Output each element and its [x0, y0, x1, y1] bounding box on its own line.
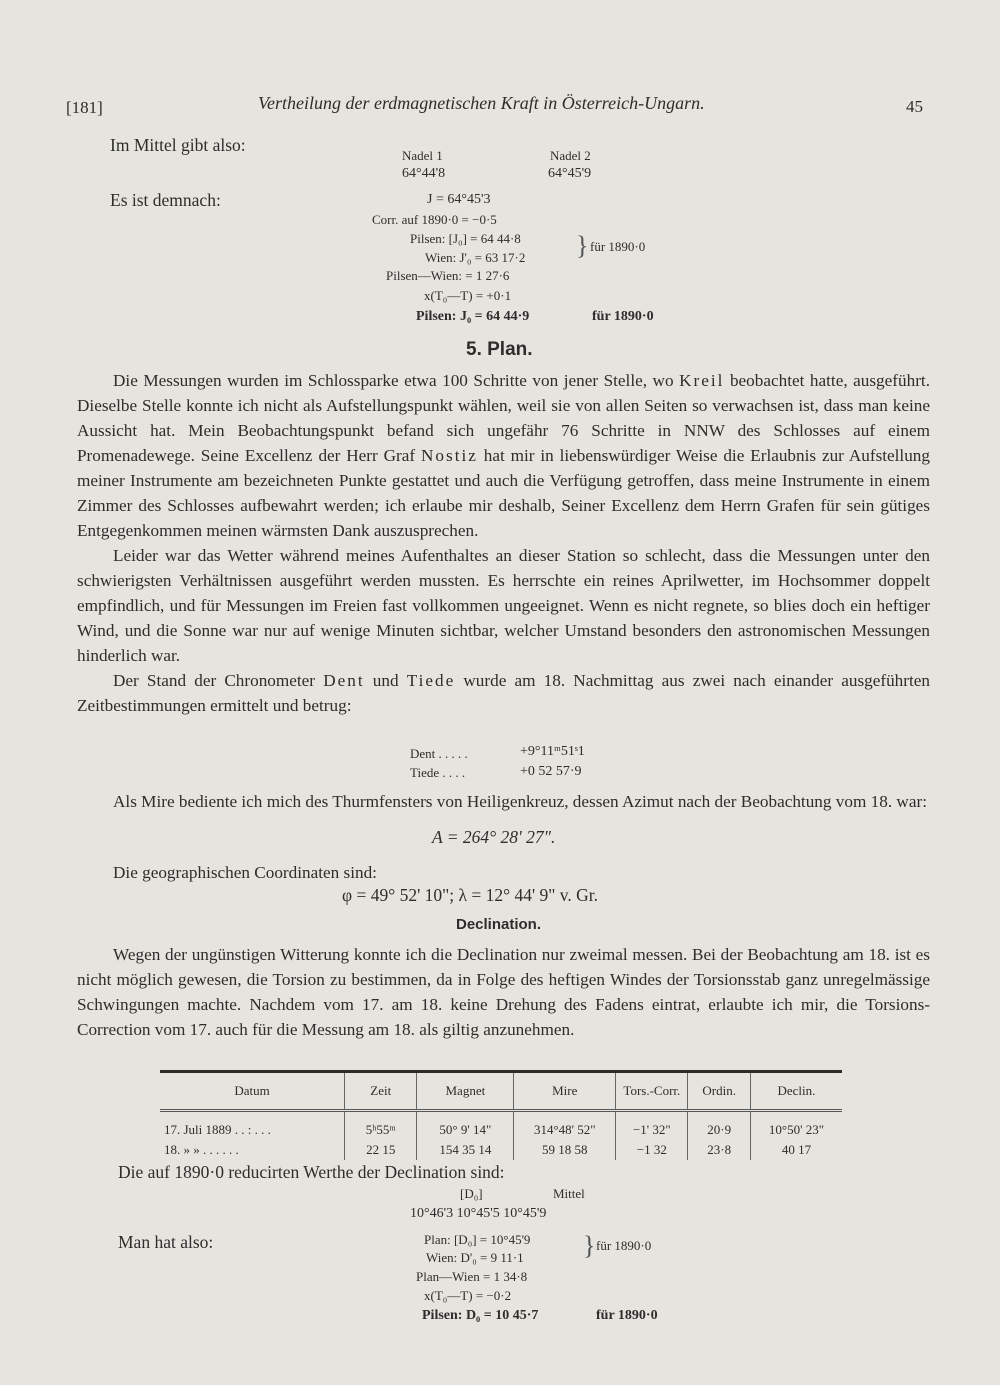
reduced-head-mittel: Mittel [553, 1186, 585, 1201]
final-result-note: für 1890·0 [596, 1308, 658, 1323]
formula-line: Wien: D'₀ = 9 11·1 [426, 1250, 524, 1265]
body-text [77, 368, 930, 718]
section-title: 5. Plan. [466, 339, 533, 360]
table-cell: 18. » » . . . . . . [160, 1140, 345, 1160]
dent-label: Dent . . . . . [410, 746, 468, 761]
running-title: Vertheilung der erdmagnetischen Kraft in Österreich-Ungarn. [258, 93, 705, 113]
table-row [160, 1111, 842, 1141]
col-header: Declin. [750, 1072, 842, 1111]
table-cell: 17. Juli 1889 . . : . . . [160, 1111, 345, 1141]
table-cell: 59 18 58 [514, 1140, 616, 1160]
col-header: Mire [514, 1072, 616, 1111]
dent-value: +9°11ᵐ51ˢ1 [520, 744, 585, 759]
body-text [77, 942, 930, 1042]
demnach-label: Es ist demnach: [110, 190, 221, 210]
table-row [160, 1140, 842, 1160]
table-header-row [160, 1072, 842, 1111]
table-cell: 22 15 [345, 1140, 417, 1160]
table-cell: 50° 9' 14" [417, 1111, 514, 1141]
body-text [77, 860, 930, 885]
nadel1-head: Nadel 1 [402, 148, 443, 163]
table-cell: 5ʰ55ᵐ [345, 1111, 417, 1141]
table-cell: 40 17 [781, 1142, 812, 1157]
paragraph: Wegen der ungünstigen Witterung konnte ich die Declination nur zweimal messen. Bei der Beobachtung am 18. ist es nicht möglich gewesen, die Torsion zu bestimmen, da in Folge des heftigen Windes der Torsionsstab ganz unregelmässige Schwingungen machte. Nachdem vom 17. am 18. keine Drehung des Fadens eintrat, erlaubte ich mir, die Torsions-Correction vom 17. auch für die Messung am 18. als giltig anzunehmen. [77, 945, 930, 1039]
tiede-label: Tiede . . . . [410, 765, 466, 780]
formula-line: x(T₀—T) = −0·2 [424, 1288, 512, 1303]
reduced-label: Die auf 1890·0 reducirten Werthe der Declination sind: [118, 1162, 505, 1182]
mittel-label: Im Mittel gibt also: [110, 135, 246, 155]
table-cell: 314°48' 52" [514, 1111, 616, 1141]
body-text [77, 789, 930, 814]
table-cell: −1 32 [616, 1140, 688, 1160]
reduced-head-d0: [D₀] [460, 1186, 483, 1201]
brace-note: für 1890·0 [596, 1238, 652, 1253]
reduced-values: 10°46'3 10°45'5 10°45'9 [410, 1206, 547, 1221]
declination-heading: Declination. [456, 916, 542, 933]
name-tiede: Tiede [406, 671, 456, 690]
coords-formula: φ = 49° 52' 10"; λ = 12° 44' 9" v. Gr. [342, 885, 599, 905]
formula-line: Plan—Wien = 1 34·8 [416, 1269, 528, 1284]
final-result-d: Pilsen: D₀ = 10 45·7 [422, 1308, 539, 1323]
final-result-note: für 1890·0 [592, 309, 654, 324]
brace-symbol: } [583, 1231, 596, 1260]
nadel2-head: Nadel 2 [550, 148, 591, 163]
table-cell: 20·9 [688, 1111, 750, 1141]
formula-line: Pilsen—Wien: = 1 27·6 [386, 268, 510, 283]
table-cell: 10°50' 23" [768, 1122, 825, 1137]
page-ref: [181] [66, 98, 103, 117]
final-result-j: Pilsen: J₀ = 64 44·9 [416, 309, 530, 324]
col-header: Tors.-Corr. [616, 1072, 688, 1111]
result-label: Man hat also: [118, 1232, 214, 1252]
paragraph: Leider war das Wetter während meines Aufenthaltes an dieser Station so schlecht, dass die Messungen unter den schwierigsten Verhältnissen ausgeführt werden mussten. Es herrschte ein reines Aprilwetter, im Hochsommer doppelt empfindlich, und für Messungen im Freien fast vollkommen ungeeignet. Wenn es nicht regnete, so blies doch ein heftiger Wind, und die Sonne war nur auf wenige Minuten sichtbar, welcher Umstand besonders den astronomischen Messungen hinderlich war. [77, 546, 930, 665]
brace-symbol: } [576, 231, 589, 260]
brace-note: für 1890·0 [590, 239, 646, 254]
azimut-formula: A = 264° 28' 27". [432, 827, 556, 847]
table-cell: −1' 32" [616, 1111, 688, 1141]
name-dent: Dent [323, 671, 365, 690]
formula-line: J = 64°45'3 [427, 192, 491, 207]
tiede-value: +0 52 57·9 [520, 764, 582, 779]
table-cell: 154 35 14 [417, 1140, 514, 1160]
formula-line: Pilsen: [J₀] = 64 44·8 [410, 231, 521, 246]
formula-line: Corr. auf 1890·0 = −0·5 [372, 212, 497, 227]
col-header: Ordin. [688, 1072, 750, 1111]
nadel1-value: 64°44'8 [402, 166, 446, 181]
nadel2-value: 64°45'9 [548, 166, 592, 181]
formula-line: Wien: J'₀ = 63 17·2 [425, 250, 526, 265]
paragraph: Die Messungen wurden im Schlossparke etwa 100 Schritte von jener Stelle, wo Kreil beobachtet hatte, ausgeführt. Dieselbe Stelle konnte ich nicht als Aufstellungspunkt wählen, weil sie von allen Seiten so verwachsen ist, dass man keine Aussicht hat. Mein Beobachtungspunkt befand sich ungefähr 76 Schritte in NNW des Schlosses auf einem Promenadewege. Seine Excellenz der Herr Graf Nostiz hat mir in liebenswürdiger Weise die Erlaubnis zur Aufstellung meiner Instrumente am bezeichneten Punkte gestattet und auch die Verfügung getroffen, dass meine Instrumente in einem Zimmer des Schlosses aufbewahrt werden; ich erlaube mir deshalb, Seiner Excellenz dem Herrn Grafen für sein gütiges Entgegenkommen meinen wärmsten Dank auszusprechen. [77, 371, 930, 540]
name-kreil: Kreil [679, 371, 725, 390]
paragraph: Die geographischen Coordinaten sind: [113, 863, 377, 882]
name-nostiz: Nostiz [421, 446, 478, 465]
paragraph: Als Mire bediente ich mich des Thurmfensters von Heiligenkreuz, dessen Azimut nach der Beobachtung vom 18. war: [113, 792, 927, 811]
page-number: 45 [906, 97, 923, 116]
col-header: Magnet [417, 1072, 514, 1111]
col-header: Datum [160, 1072, 345, 1111]
formula-line: x(T₀—T) = +0·1 [424, 288, 512, 303]
table-cell: 23·8 [688, 1140, 750, 1160]
paragraph: Der Stand der Chronometer Dent und Tiede wurde am 18. Nachmittag aus zwei nach einander ausgeführten Zeitbestimmungen ermittelt und betrug: [77, 671, 930, 715]
formula-line: Plan: [D₀] = 10°45'9 [424, 1232, 531, 1247]
declination-table [160, 1070, 842, 1160]
col-header: Zeit [345, 1072, 417, 1111]
